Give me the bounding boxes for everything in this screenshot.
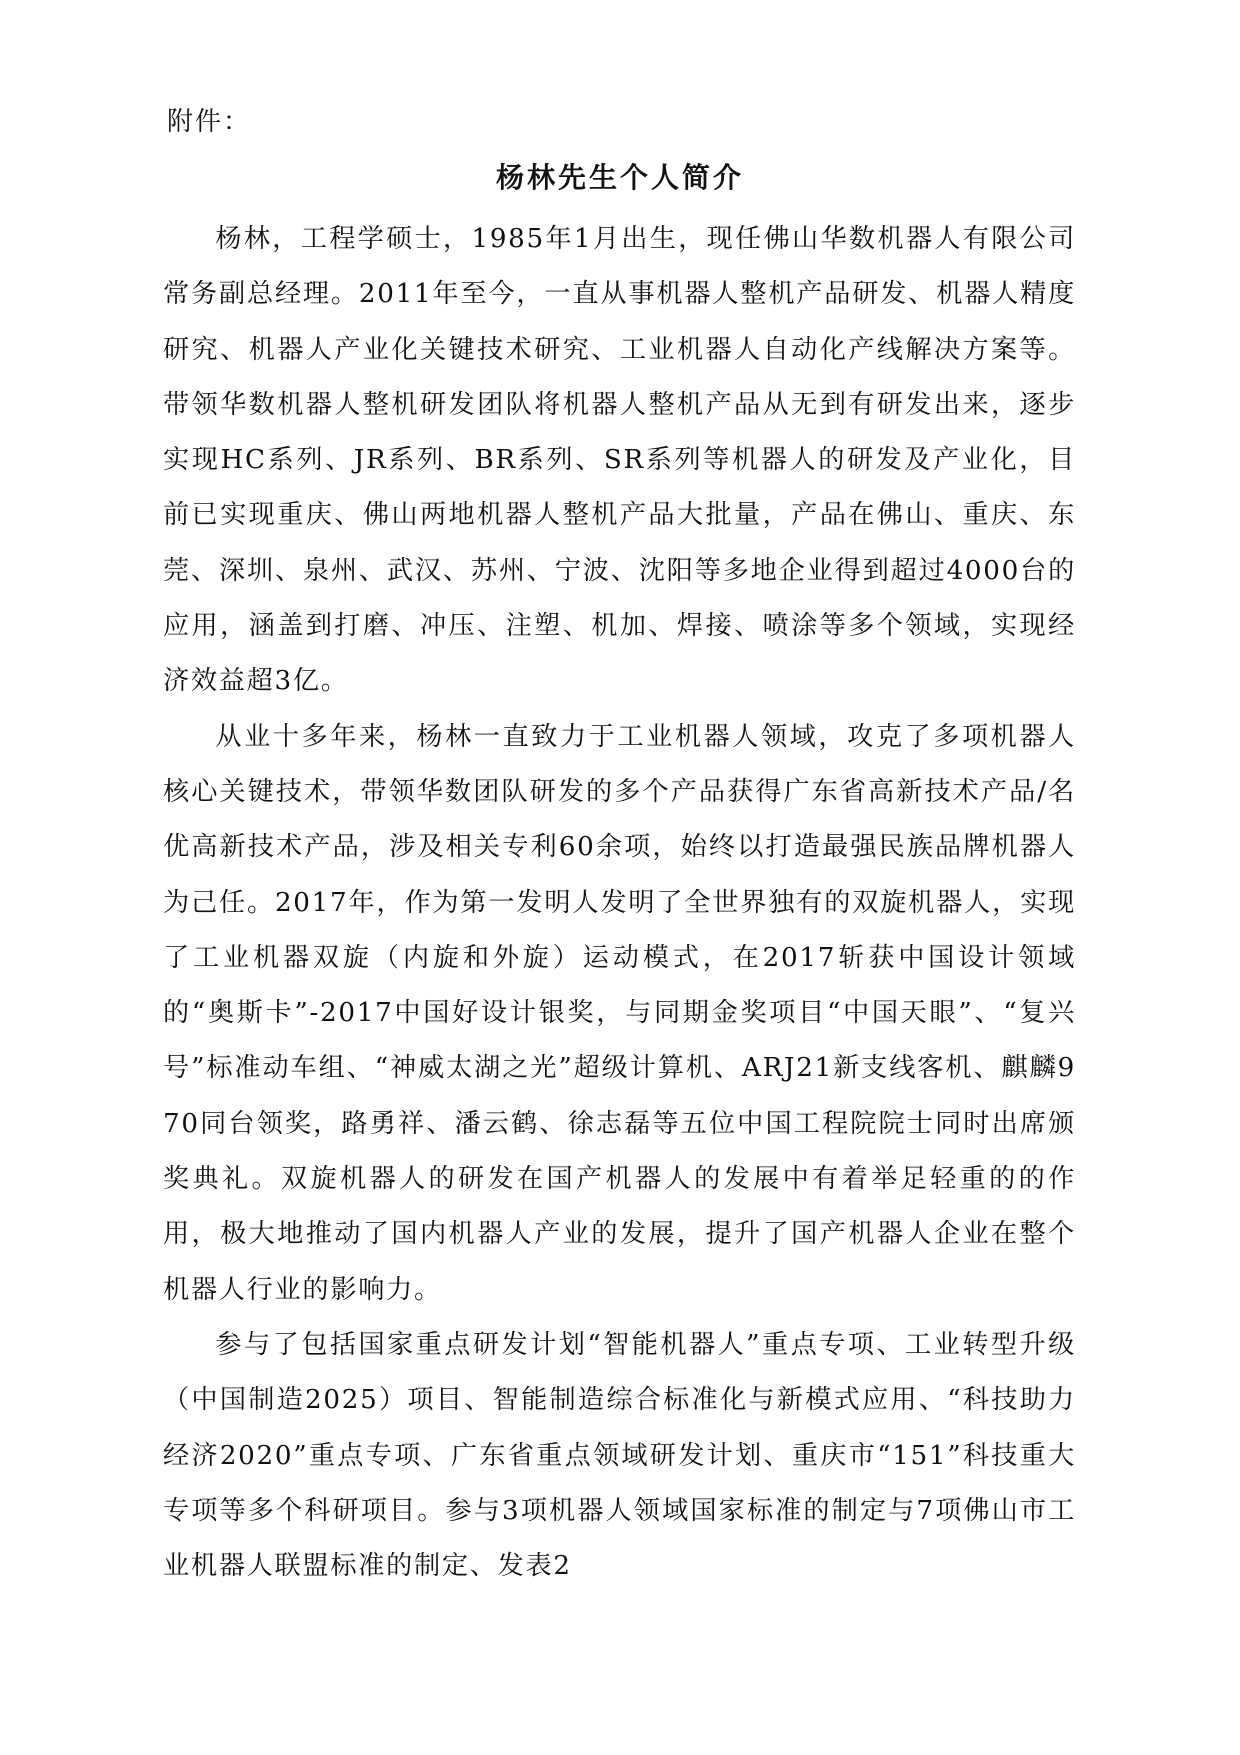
paragraph-career: 杨林，工程学硕士，1985年1月出生，现任佛山华数机器人有限公司常务副总经理。2011年至今，一直从事机器人整机产品研发、机器人精度研究、机器人产业化关键技术研究、工业机器人自动化产线解决方案等。带领华数机器人整机研发团队将机器人整机产品从无到有研发出来，逐步实现HC系列、JR系列、BR系列、SR系列等机器人的研发及产业化，目前已实现重庆、佛山两地机器人整机产品大批量，产品在佛山、重庆、东莞、深圳、泉州、武汉、苏州、宁波、沈阳等多地企业得到超过4000台的应用，涵盖到打磨、冲压、注塑、机加、焊接、喷涂等多个领域，实现经济效益超3亿。 bbox=[163, 224, 1076, 697]
attachment-label: 附件： bbox=[167, 107, 252, 137]
paragraph-projects: 参与了包括国家重点研发计划“智能机器人”重点专项、工业转型升级（中国制造2025）项目、智能制造综合标准化与新模式应用、“科技助力经济2020”重点专项、广东省重点领域研发计划、重庆市“151”科技重大专项等多个科研项目。参与3项机器人领域国家标准的制定与7项佛山市工业机器人联盟标准的制定、发表2 bbox=[163, 1329, 1076, 1582]
document-body bbox=[163, 212, 1076, 1594]
paragraph-achievements: 从业十多年来，杨林一直致力于工业机器人领域，攻克了多项机器人核心关键技术，带领华数团队研发的多个产品获得广东省高新技术产品/名优高新技术产品，涉及相关专利60余项，始终以打造最强民族品牌机器人为己任。2017年，作为第一发明人发明了全世界独有的双旋机器人，实现了工业机器双旋（内旋和外旋）运动模式，在2017斩获中国设计领域的“奥斯卡”-2017中国好设计银奖，与同期金奖项目“中国天眼”、“复兴号”标准动车组、“神威太湖之光”超级计算机、ARJ21新支线客机、麒麟970同台领奖，路勇祥、潘云鹤、徐志磊等五位中国工程院院士同时出席颁奖典礼。双旋机器人的研发在国产机器人的发展中有着举足轻重的的作用，极大地推动了国内机器人产业的发展，提升了国产机器人企业在整个机器人行业的影响力。 bbox=[163, 721, 1076, 1305]
document-title: 杨林先生个人简介 bbox=[495, 161, 744, 194]
